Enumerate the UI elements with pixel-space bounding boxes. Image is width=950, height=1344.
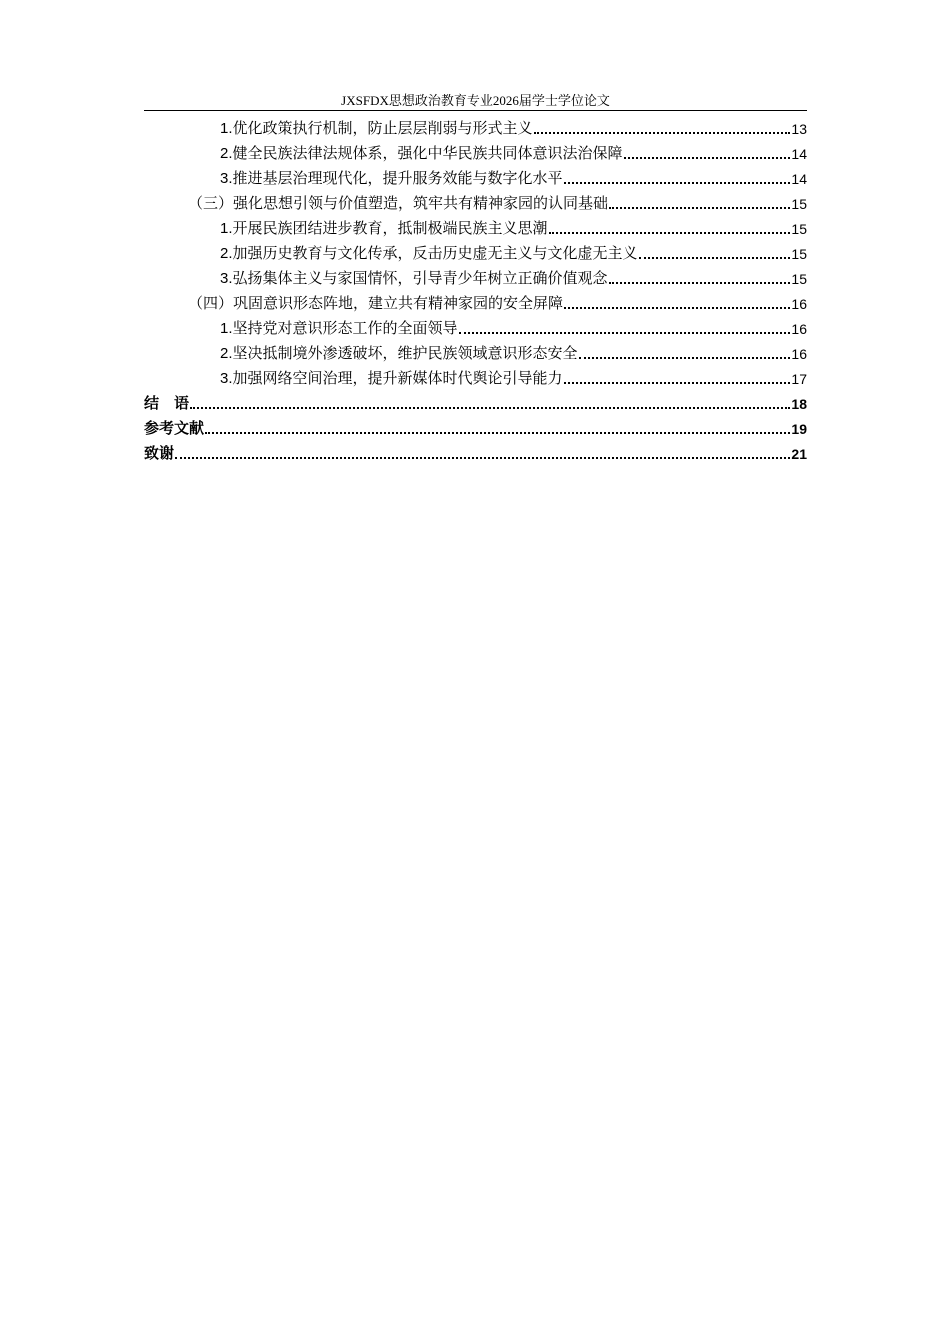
toc-entry-page: 15 [791, 246, 807, 262]
toc-entry-title: 坚决抵制境外渗透破坏，维护民族领域意识形态安全 [232, 344, 578, 362]
toc-entry-page: 15 [791, 221, 807, 237]
toc-entry-page: 21 [791, 446, 807, 462]
toc-entry-number: 1. [220, 320, 233, 337]
toc-entry-number: 2. [220, 145, 233, 162]
toc-entry-number: 3. [220, 370, 233, 387]
toc-entry-title: （三）强化思想引领与价值塑造，筑牢共有精神家园的认同基础 [188, 194, 609, 212]
toc-entry-title: 坚持党对意识形态工作的全面领导 [232, 319, 458, 337]
toc-entry[interactable] [220, 265, 807, 289]
toc-entry[interactable] [220, 340, 807, 364]
toc-entry-title: 推进基层治理现代化，提升服务效能与数字化水平 [232, 169, 563, 187]
toc-entry-number: 3. [220, 270, 233, 287]
toc-entry-page: 18 [791, 396, 807, 412]
toc-entry-page: 15 [791, 196, 807, 212]
toc-entry-title: 弘扬集体主义与家国情怀，引导青少年树立正确价值观念 [232, 269, 608, 287]
toc-entry-title: 健全民族法律法规体系，强化中华民族共同体意识法治保障 [232, 144, 623, 162]
toc-leader-dots [534, 132, 791, 134]
toc-entry-title: 加强历史教育与文化传承，反击历史虚无主义与文化虚无主义 [232, 244, 638, 262]
toc-entry-title: 结 语 [144, 394, 190, 412]
toc-entry-title: 优化政策执行机制，防止层层削弱与形式主义 [232, 119, 533, 137]
toc-leader-dots [624, 157, 791, 159]
toc-entry-number: 2. [220, 245, 233, 262]
toc-leader-dots [609, 207, 790, 209]
toc-entry-title: 致谢 [144, 444, 175, 462]
toc-entry-page: 17 [791, 371, 807, 387]
toc-entry[interactable] [220, 240, 807, 264]
toc-entry-number: 3. [220, 170, 233, 187]
toc-entry-page: 15 [791, 271, 807, 287]
toc-entry[interactable] [188, 190, 807, 214]
toc-leader-dots [205, 432, 790, 434]
toc-entry[interactable] [220, 215, 807, 239]
toc-leader-dots [564, 307, 790, 309]
toc-entry-number: 1. [220, 220, 233, 237]
page-header: JXSFDX思想政治教育专业2026届学士学位论文 [144, 92, 807, 111]
toc-entry[interactable] [220, 315, 807, 339]
toc-entry-page: 16 [791, 296, 807, 312]
toc-entry-conclusion[interactable] [144, 390, 807, 414]
toc-entry-page: 14 [791, 171, 807, 187]
toc-entry[interactable] [188, 290, 807, 314]
toc-leader-dots [609, 282, 791, 284]
toc-entry-page: 16 [791, 321, 807, 337]
toc-leader-dots [639, 257, 791, 259]
toc-entry[interactable] [220, 165, 807, 189]
toc-entry-acknowledgements[interactable] [144, 440, 807, 464]
toc-entry-title: 开展民族团结进步教育，抵制极端民族主义思潮 [232, 219, 548, 237]
toc-entry-references[interactable] [144, 415, 807, 439]
toc-entry-page: 14 [791, 146, 807, 162]
toc-entry-page: 13 [791, 121, 807, 137]
toc-entry[interactable] [220, 115, 807, 139]
toc-leader-dots [579, 357, 791, 359]
toc-entry-title: 参考文献 [144, 419, 205, 437]
toc-leader-dots [564, 382, 791, 384]
toc-leader-dots [190, 407, 790, 409]
toc-leader-dots [564, 182, 791, 184]
toc-leader-dots [175, 457, 790, 459]
toc-entry-title: （四）巩固意识形态阵地，建立共有精神家园的安全屏障 [188, 294, 564, 312]
toc-leader-dots [549, 232, 791, 234]
toc-entry-page: 16 [791, 346, 807, 362]
toc-entry-page: 19 [791, 421, 807, 437]
toc-entry-number: 1. [220, 120, 233, 137]
toc-leader-dots [459, 332, 791, 334]
toc-entry[interactable] [220, 365, 807, 389]
toc-entry-title: 加强网络空间治理，提升新媒体时代舆论引导能力 [232, 369, 563, 387]
toc-entry[interactable] [220, 140, 807, 164]
toc-entry-number: 2. [220, 345, 233, 362]
